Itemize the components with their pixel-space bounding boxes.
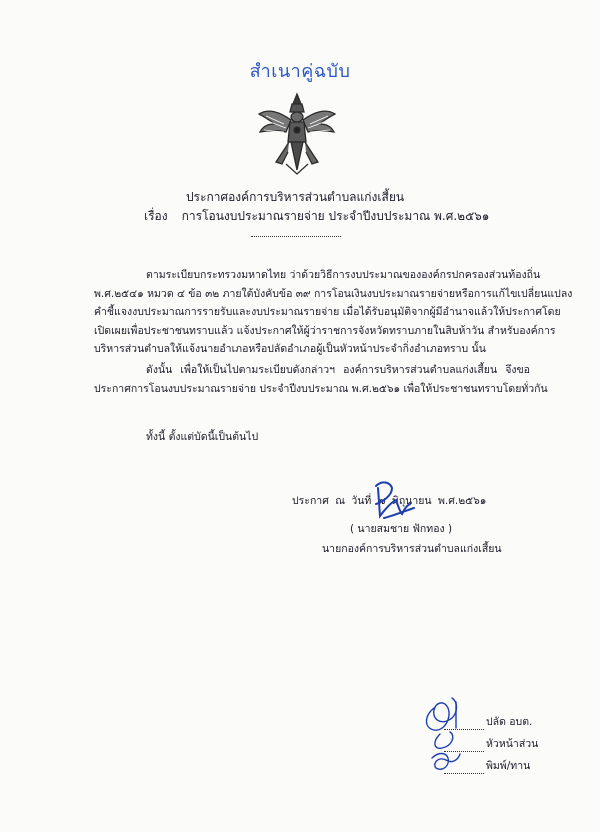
routing-label: หัวหน้าส่วน: [486, 738, 539, 750]
paragraph-line: คำชี้แจงงบประมาณการรายรับและงบประมาณรายจ่าย เมื่อได้รับอนุมัติจากผู้มีอำนาจแล้วให้ประกาศโดย: [94, 306, 561, 318]
day-label: วันที่: [351, 495, 372, 507]
routing-item: [444, 752, 538, 774]
paragraph-line: บริหารส่วนตำบลให้แจ้งนายอำเภอหรือปลัดอำเภอผู้เป็นหัวหน้าประจำกิ่งอำเภอทราบ นั้น: [94, 343, 486, 355]
body-paragraph-3: ทั้งนี้ ตั้งแต่บัดนี้เป็นต้นไป: [146, 431, 259, 443]
routing-label: พิมพ์/ทาน: [486, 760, 531, 772]
routing-item: [444, 708, 538, 730]
paragraph-line: ประกาศการโอนงบประมาณรายจ่าย ประจำปีงบประมาณ พ.ศ.๒๕๖๑ เพื่อให้ประชาชนทราบโดยทั่วกัน: [94, 382, 548, 395]
subject-label: เรื่อง: [144, 209, 168, 223]
signer-title: นายกองค์การบริหารส่วนตำบลแก่งเสี้ยน: [322, 543, 502, 555]
signature-line: [444, 717, 484, 730]
subject-text: การโอนงบประมาณรายจ่าย ประจำปีงบประมาณ พ.ศ.๒๕๖๑: [181, 209, 490, 223]
paragraph-line: พ.ศ.๒๕๔๑ หมวด ๔ ข้อ ๓๒ ภายใต้บังคับข้อ ๓๙ การโอนเงินงบประมาณรายจ่ายหรือการแก้ไขเปลี่ยนแปลง: [94, 287, 573, 300]
signer-name: ( นายสมชาย ฟักทอง ): [350, 523, 453, 535]
date-at: ณ: [335, 495, 345, 507]
month-value: มิถุนายน: [391, 495, 432, 507]
body-paragraph-1: [94, 266, 573, 359]
copy-stamp: สำเนาคู่ฉบับ: [249, 61, 351, 82]
day-value: ๗: [377, 495, 386, 507]
paragraph-line: ดังนั้น เพื่อให้เป็นไปตามระเบียบดังกล่าวฯ องค์การบริหารส่วนตำบลแก่งเสี้ยน จึงขอ: [146, 364, 530, 376]
routing-item: [444, 730, 538, 752]
header-divider: [251, 236, 341, 237]
paragraph-line: ตามระเบียบกระทรวงมหาดไทย ว่าด้วยวิธีการงบประมาณขององค์กรปกครองส่วนท้องถิ่น: [146, 269, 541, 281]
routing-label: ปลัด อบต.: [486, 716, 533, 728]
garuda-emblem-icon: [256, 90, 338, 176]
year-value: พ.ศ.๒๕๖๑: [437, 495, 487, 507]
date-prefix: ประกาศ: [292, 495, 329, 507]
announcement-title: ประกาศองค์การบริหารส่วนตำบลแก่งเสี้ยน: [185, 190, 405, 204]
body-paragraph-2: [94, 361, 548, 398]
routing-list: [444, 708, 538, 774]
signature-line: [444, 761, 484, 774]
paragraph-line: เปิดเผยเพื่อประชาชนทราบแล้ว แจ้งประกาศให้ผู้ว่าราชการจังหวัดทราบภายในสิบห้าวัน สำหรับองค์การ: [94, 324, 556, 337]
signature-line: [444, 739, 484, 752]
announcement-subject: [144, 207, 489, 226]
